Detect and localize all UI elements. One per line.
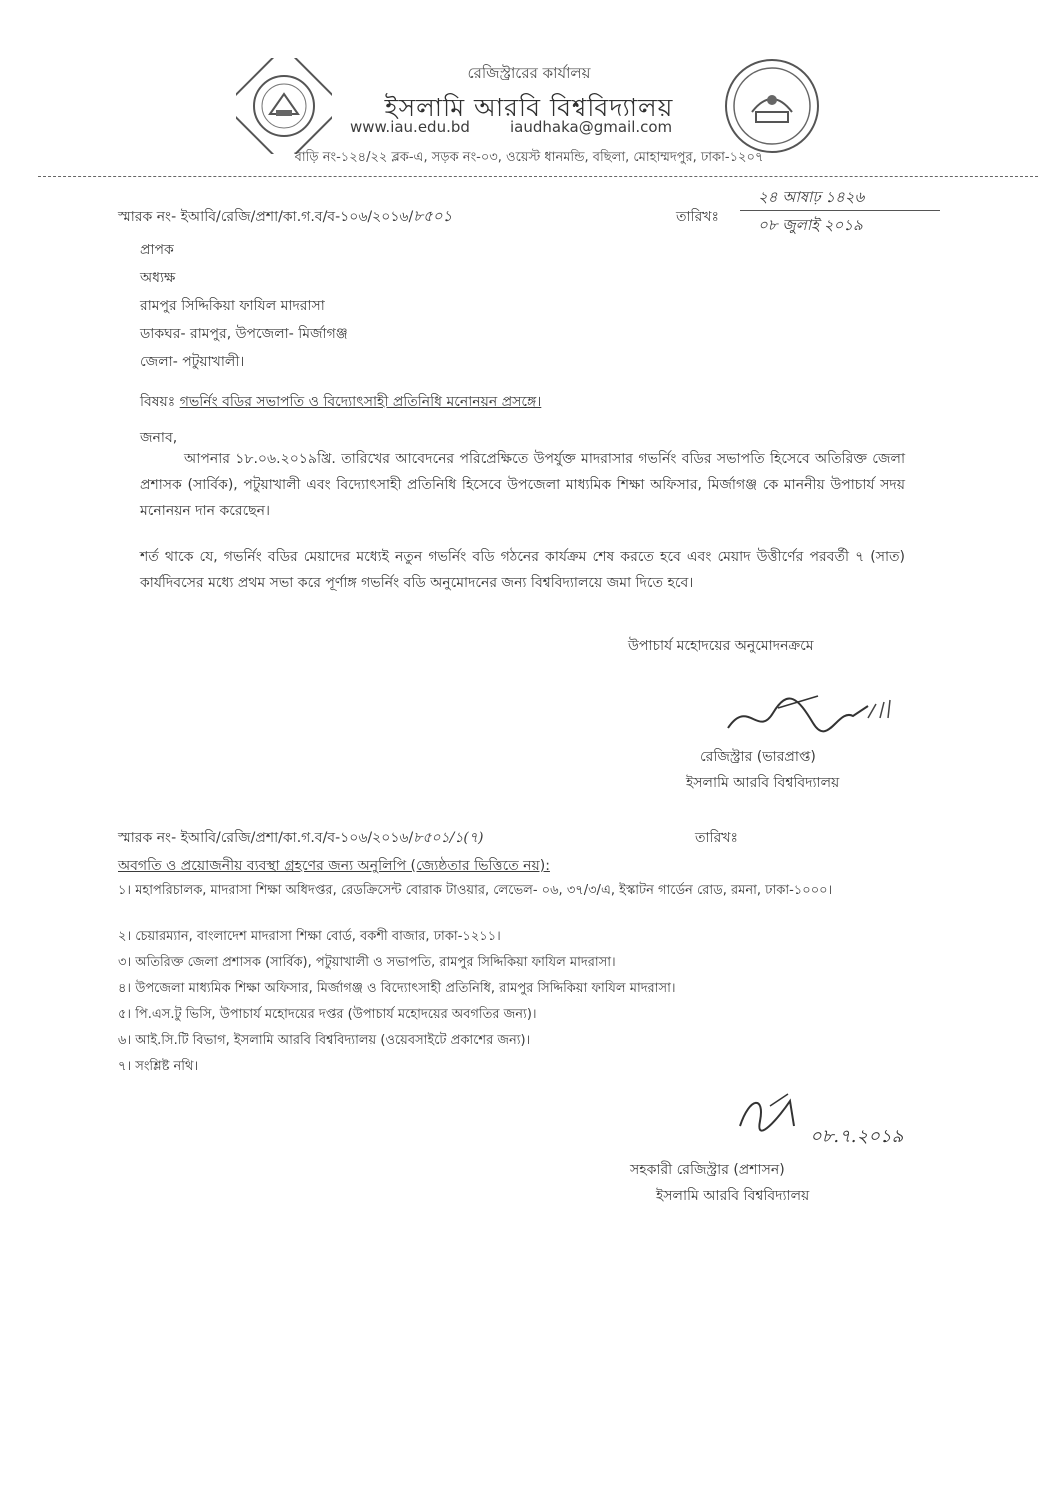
- subject-text: গভর্নিং বডির সভাপতি ও বিদ্যোৎসাহী প্রতিনিধি মনোনয়ন প্রসঙ্গে।: [179, 394, 542, 410]
- assistant-registrar-signature: [730, 1086, 940, 1150]
- approval-note: উপাচার্য মহোদয়ের অনুমোদনক্রমে: [628, 638, 814, 654]
- copy-list-item: ৪। উপজেলা মাধ্যমিক শিক্ষা অফিসার, মির্জাগঞ্জ ও বিদ্যোৎসাহী প্রতিনিধি, রামপুর সিদ্দিকিয়া ফাযিল মাদরাসা।: [118, 981, 676, 996]
- header-address: বাড়ি নং-১২৪/২২ ব্লক-এ, সড়ক নং-০৩, ওয়েস্ট ধানমন্ডি, বছিলা, মোহাম্মদপুর, ঢাকা-১২০৭: [294, 150, 764, 165]
- recipient-line: জেলা- পটুয়াখালী।: [140, 354, 245, 370]
- copy-memo-number: স্মারক নং- ইআবি/রেজি/প্রশা/কা.গ.ব/ব-১০৬/২০১৬/৮৫০১/১(৭): [118, 830, 484, 846]
- subject-label: বিষয়ঃ: [140, 394, 176, 410]
- date-label: তারিখঃ: [676, 209, 719, 225]
- recipient-line: ডাকঘর- রামপুর, উপজেলা- মির্জাগঞ্জ: [140, 326, 348, 342]
- copy-list-item: ২। চেয়ারম্যান, বাংলাদেশ মাদরাসা শিক্ষা বোর্ড, বকশী বাজার, ঢাকা-১২১১।: [118, 929, 501, 944]
- copy-list-item: ৭। সংশ্লিষ্ট নথি।: [118, 1059, 199, 1074]
- assistant-registrar-organization: ইসলামি আরবি বিশ্ববিদ্যালয়: [656, 1188, 810, 1204]
- body-paragraph-1: আপনার ১৮.০৬.২০১৯খ্রি. তারিখের আবেদনের পরিপ্রেক্ষিতে উপর্যুক্ত মাদরাসার গভর্নিং বডির সভাপতি হিসেবে অতিরিক্ত জেলা প্রশাসক (সার্বিক), পটুয়াখালী এবং বিদ্যোৎসাহী প্রতিনিধি হিসেবে উপজেলা মাধ্যমিক শিক্ষা অফিসার, মির্জাগঞ্জ কে মাননীয় উপাচার্য সদয় মনোনয়ন দান করেছেন।: [140, 451, 905, 519]
- header-university-name: ইসলামি আরবি বিশ্ববিদ্যালয়: [384, 93, 674, 122]
- registrar-signature: [718, 688, 898, 740]
- registrar-organization: ইসলামি আরবি বিশ্ববিদ্যালয়: [686, 775, 840, 791]
- header-office: রেজিস্ট্রারের কার্যালয়: [467, 64, 591, 82]
- copy-list-item: ৫। পি.এস.টু ভিসি, উপাচার্য মহোদয়ের দপ্তর (উপাচার্য মহোদয়ের অবগতির জন্য)।: [118, 1007, 537, 1022]
- copy-list-item: ৩। অতিরিক্ত জেলা প্রশাসক (সার্বিক), পটুয়াখালী ও সভাপতি, রামপুর সিদ্দিকিয়া ফাযিল মাদরাসা।: [118, 955, 616, 970]
- date-bangla: ২৪ আষাঢ় ১৪২৬: [758, 188, 865, 206]
- copy-list-item: ৬। আই.সি.টি বিভাগ, ইসলামি আরবি বিশ্ববিদ্যালয় (ওয়েবসাইটে প্রকাশের জন্য)।: [118, 1033, 531, 1048]
- signature-date: ০৮.৭.২০১৯: [810, 1126, 904, 1147]
- assistant-registrar-title: সহকারী রেজিস্ট্রার (প্রশাসন): [630, 1162, 785, 1178]
- registrar-title: রেজিস্ট্রার (ভারপ্রাপ্ত): [700, 749, 816, 765]
- memo-handwritten-number: ৮৫০১: [413, 207, 453, 225]
- copy-date-label: তারিখঃ: [695, 830, 738, 846]
- copy-list-item: ১। মহাপরিচালক, মাদরাসা শিক্ষা অধিদপ্তর, রেডক্রিসেন্ট বোরাক টাওয়ার, লেভেল- ০৬, ৩৭/৩/এ, ইস্কাটন গার্ডেন রোড, রমনা, ঢাকা-১০০০।: [118, 883, 833, 898]
- recipient-line: প্রাপক: [140, 242, 174, 258]
- header-website: www.iau.edu.bd: [350, 118, 470, 136]
- subject: [140, 390, 541, 414]
- salutation: জনাব,: [140, 430, 178, 446]
- copy-heading: অবগতি ও প্রয়োজনীয় ব্যবস্থা গ্রহণের জন্য অনুলিপি (জ্যেষ্ঠতার ভিত্তিতে নয়):: [118, 858, 550, 874]
- memo-number: স্মারক নং- ইআবি/রেজি/প্রশা/কা.গ.ব/ব-১০৬/২০১৬/৮৫০১: [118, 207, 453, 225]
- university-seal-logo: [722, 56, 822, 156]
- date-gregorian: ০৮ জুলাই ২০১৯: [758, 216, 863, 234]
- header-divider: [38, 176, 1038, 177]
- recipient-line: রামপুর সিদ্দিকিয়া ফাযিল মাদরাসা: [140, 298, 325, 314]
- recipient-line: অধ্যক্ষ: [140, 270, 176, 286]
- body-paragraph-2: শর্ত থাকে যে, গভর্নিং বডির মেয়াদের মধ্যেই নতুন গভর্নিং বডি গঠনের কার্যক্রম শেষ করতে হবে এবং মেয়াদ উত্তীর্ণের পরবর্তী ৭ (সাত) কার্যদিবসের মধ্যে প্রথম সভা করে পূর্ণাঙ্গ গভর্নিং বডি অনুমোদনের জন্য বিশ্ববিদ্যালয়ে জমা দিতে হবে।: [140, 549, 905, 591]
- copy-memo-handwritten: ৮৫০১/১(৭): [413, 830, 484, 846]
- date-divider: [740, 210, 940, 211]
- header-email: iaudhaka@gmail.com: [510, 118, 673, 136]
